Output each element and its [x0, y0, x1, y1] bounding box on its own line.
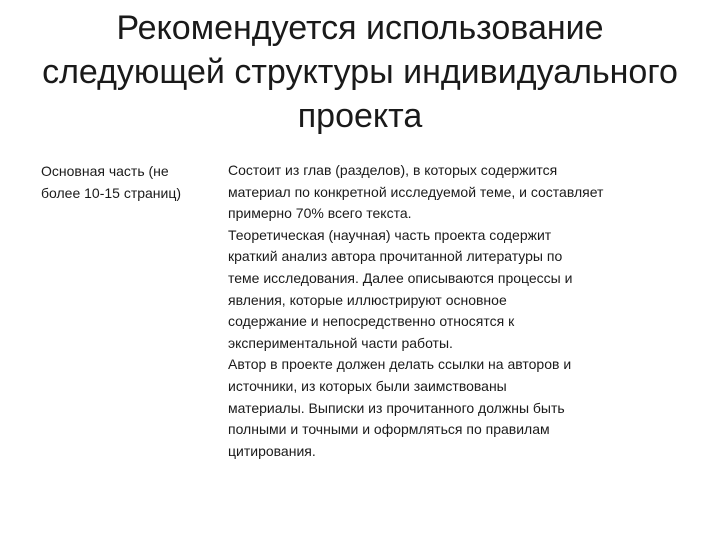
section-name-cell: [41, 160, 221, 204]
description-line: материал по конкретной исследуемой теме, и составляет: [228, 183, 604, 200]
description-line: Состоит из глав (разделов), в которых содержится: [228, 162, 558, 178]
title-line: следующей структуры индивидуального: [42, 53, 678, 91]
description-line: краткий анализ автора прочитанной литературы по: [228, 248, 563, 265]
title-line: Рекомендуется использование: [116, 9, 604, 47]
description-line: Теоретическая (научная) часть проекта содержит: [228, 226, 552, 243]
description-line: экспериментальной части работы.: [228, 334, 453, 351]
description-line: материалы. Выписки из прочитанного должны быть: [228, 399, 565, 416]
description-line: Автор в проекте должен делать ссылки на авторов и: [228, 356, 572, 373]
description-line: теме исследования. Далее описываются процессы и: [228, 269, 573, 286]
section-description-cell: [228, 160, 648, 462]
description-line: явления, которые иллюстрируют основное: [228, 291, 507, 308]
description-line: цитирования.: [228, 442, 316, 459]
section-name-line: Основная часть (не: [41, 163, 169, 179]
slide-title: [20, 6, 700, 138]
description-line: полными и точными и оформляться по правилам: [228, 421, 550, 438]
title-line: проекта: [297, 97, 423, 135]
description-line: источники, из которых были заимствованы: [228, 377, 507, 394]
section-name-line: более 10-15 страниц): [41, 185, 182, 201]
description-line: примерно 70% всего текста.: [228, 205, 412, 222]
description-line: содержание и непосредственно относятся к: [228, 313, 515, 330]
